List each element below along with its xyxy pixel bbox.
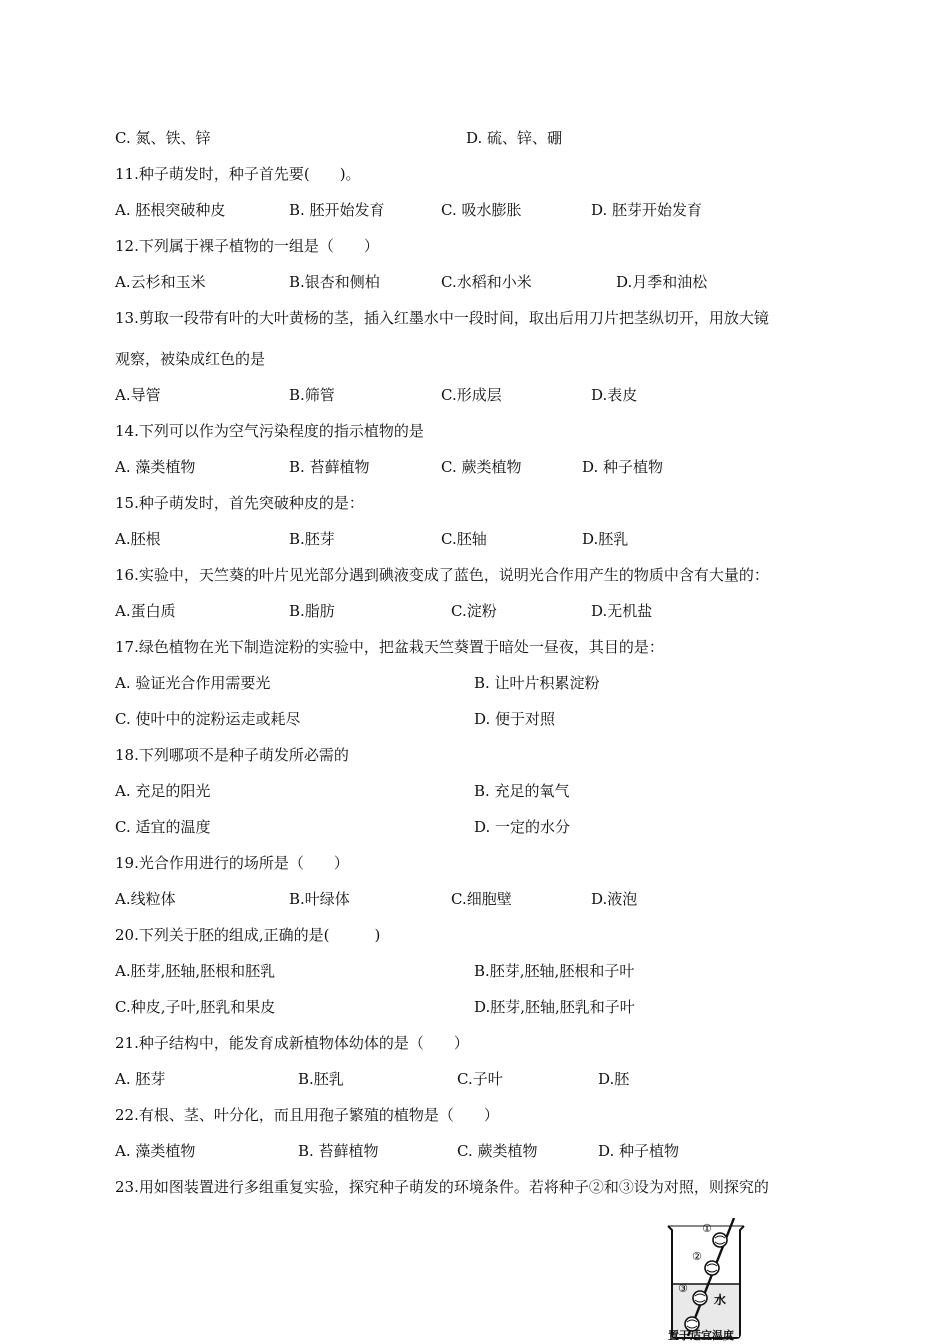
q20-stem: 20.下列关于胚的组成,正确的是( ) (115, 926, 381, 944)
beaker-figure (662, 1218, 752, 1344)
q12-stem: 12.下列属于裸子植物的一组是（ ） (115, 237, 379, 255)
q21-option-b: B.胚乳 (298, 1070, 344, 1088)
q22-option-d: D. 种子植物 (598, 1142, 680, 1160)
q13-option-b: B.筛管 (289, 386, 335, 404)
q11-option-b: B. 胚开始发育 (289, 201, 385, 219)
q16-option-a: A.蛋白质 (115, 602, 176, 620)
q15-stem: 15.种子萌发时，首先突破种皮的是： (115, 494, 364, 512)
q16-option-d: D.无机盐 (591, 602, 653, 620)
seed-label-3: ③ (678, 1282, 688, 1295)
q22-option-b: B. 苔藓植物 (298, 1142, 379, 1160)
q10-option-c: C. 氮、铁、锌 (115, 129, 211, 147)
q14-option-b: B. 苔藓植物 (289, 458, 370, 476)
q19-option-b: B.叶绿体 (289, 890, 350, 908)
q13-option-c: C.形成层 (441, 386, 502, 404)
q13-stem-line1: 13.剪取一段带有叶的大叶黄杨的茎，插入红墨水中一段时间，取出后用刀片把茎纵切开，用放大镜 (115, 309, 769, 327)
q19-option-d: D.液泡 (591, 890, 638, 908)
q14-option-a: A. 藻类植物 (115, 458, 196, 476)
q20-option-d: D.胚芽,胚轴,胚乳和子叶 (474, 998, 635, 1016)
q16-option-c: C.淀粉 (451, 602, 497, 620)
q12-option-c: C.水稻和小米 (441, 273, 532, 291)
q22-option-c: C. 蕨类植物 (457, 1142, 538, 1160)
q22-stem: 22.有根、茎、叶分化，而且用孢子繁殖的植物是（ ） (115, 1106, 499, 1124)
q10-option-d: D. 硫、锌、硼 (466, 129, 563, 147)
q12-option-b: B.银杏和侧柏 (289, 273, 380, 291)
q19-option-a: A.线粒体 (115, 890, 176, 908)
q23-stem: 23.用如图装置进行多组重复实验，探究种子萌发的环境条件。若将种子②和③设为对照，则探究的 (115, 1178, 769, 1196)
water-label: 水 (714, 1293, 727, 1307)
q21-option-c: C.子叶 (457, 1070, 503, 1088)
q20-option-b: B.胚芽,胚轴,胚根和子叶 (474, 962, 635, 980)
q16-option-b: B.脂肪 (289, 602, 335, 620)
q13-option-a: A.导管 (115, 386, 161, 404)
q11-option-d: D. 胚芽开始发育 (591, 201, 703, 219)
q11-option-c: C. 吸水膨胀 (441, 201, 522, 219)
q19-stem: 19.光合作用进行的场所是（ ） (115, 854, 349, 872)
q17-option-a: A. 验证光合作用需要光 (115, 674, 271, 692)
q13-option-d: D.表皮 (591, 386, 638, 404)
q19-option-c: C.细胞壁 (451, 890, 512, 908)
q21-stem: 21.种子结构中，能发育成新植物体幼体的是（ ） (115, 1034, 469, 1052)
seed-label-2: ② (692, 1250, 702, 1263)
q17-option-c: C. 使叶中的淀粉运走或耗尽 (115, 710, 301, 728)
q15-option-b: B.胚芽 (289, 530, 335, 548)
q18-option-a: A. 充足的阳光 (115, 782, 211, 800)
seed-label-1: ① (702, 1222, 712, 1235)
q12-option-a: A.云杉和玉米 (115, 273, 206, 291)
q22-option-a: A. 藻类植物 (115, 1142, 196, 1160)
q13-stem-line2: 观察，被染成红色的是 (115, 350, 266, 368)
q20-option-a: A.胚芽,胚轴,胚根和胚乳 (115, 962, 276, 980)
q14-option-d: D. 种子植物 (582, 458, 664, 476)
figure-caption: 置于适宜温度 (668, 1329, 734, 1342)
q15-option-a: A.胚根 (115, 530, 161, 548)
q17-stem: 17.绿色植物在光下制造淀粉的实验中，把盆栽天竺葵置于暗处一昼夜，其目的是： (115, 638, 664, 656)
q16-stem: 16.实验中，天竺葵的叶片见光部分遇到碘液变成了蓝色，说明光合作用产生的物质中含有大量的： (115, 566, 769, 584)
q18-option-b: B. 充足的氧气 (474, 782, 570, 800)
q14-option-c: C. 蕨类植物 (441, 458, 522, 476)
q21-option-a: A. 胚芽 (115, 1070, 166, 1088)
q11-stem: 11.种子萌发时，种子首先要( )。 (115, 165, 361, 183)
q18-option-c: C. 适宜的温度 (115, 818, 211, 836)
q20-option-c: C.种皮,子叶,胚乳和果皮 (115, 998, 276, 1016)
q11-option-a: A. 胚根突破种皮 (115, 201, 226, 219)
q17-option-d: D. 便于对照 (474, 710, 556, 728)
q21-option-d: D.胚 (598, 1070, 630, 1088)
q14-stem: 14.下列可以作为空气污染程度的指示植物的是 (115, 422, 424, 440)
q18-stem: 18.下列哪项不是种子萌发所必需的 (115, 746, 349, 764)
q12-option-d: D.月季和油松 (616, 273, 708, 291)
q17-option-b: B. 让叶片积累淀粉 (474, 674, 600, 692)
q15-option-d: D.胚乳 (582, 530, 629, 548)
q15-option-c: C.胚轴 (441, 530, 487, 548)
q18-option-d: D. 一定的水分 (474, 818, 571, 836)
